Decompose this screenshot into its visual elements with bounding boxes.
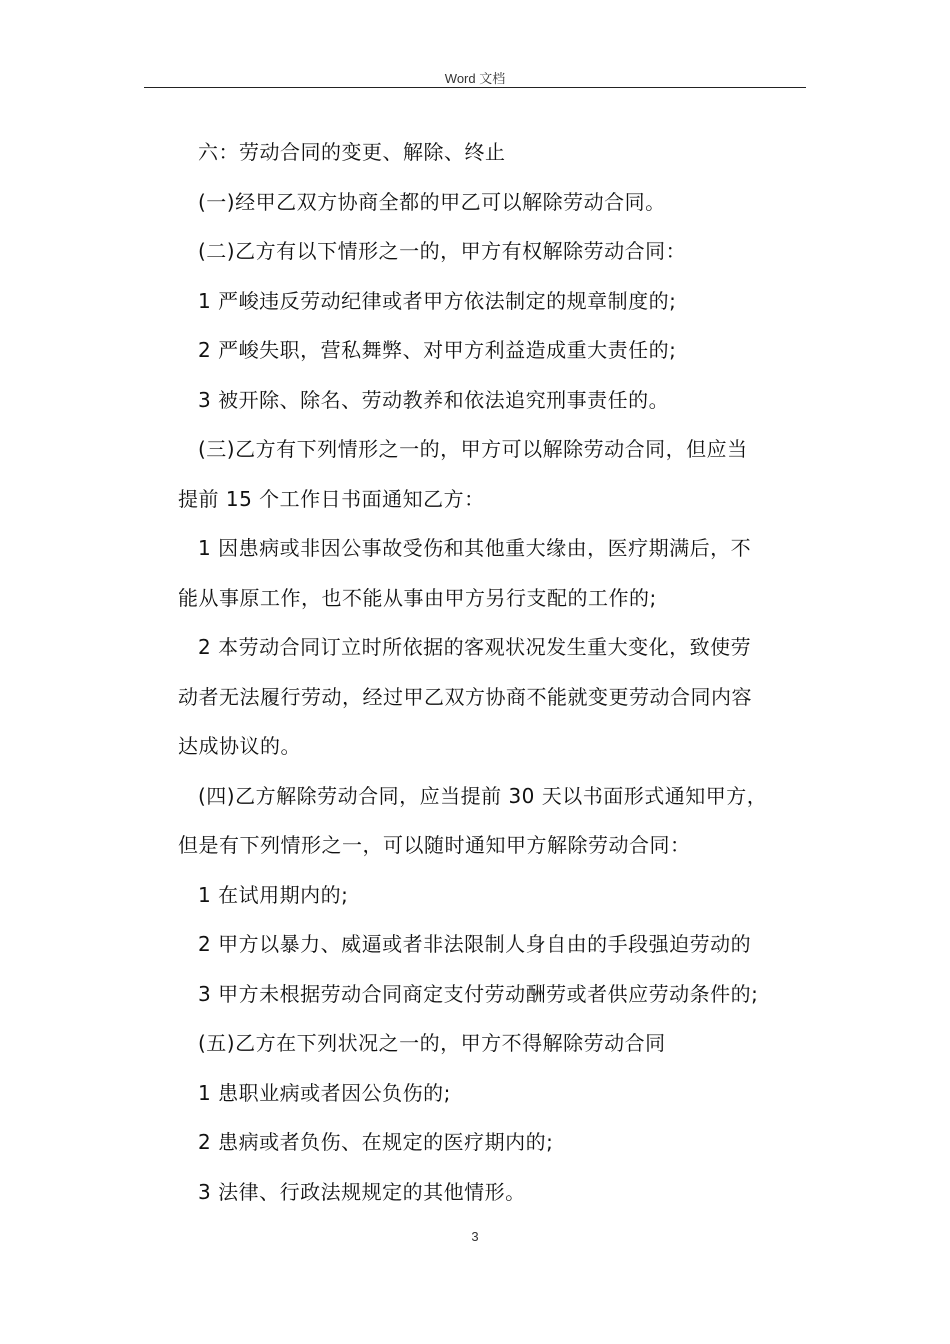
page-header-title: Word 文档: [444, 71, 506, 86]
paragraph-line: 提前 15 个工作日书面通知乙方：: [178, 486, 485, 511]
paragraph-line: (三)乙方有下列情形之一的，甲方可以解除劳动合同，但应当: [198, 437, 748, 461]
list-item: 1 在试用期内的;: [198, 882, 349, 907]
list-item-continuation: 能从事原工作，也不能从事由甲方另行支配的工作的;: [178, 585, 657, 610]
list-item: 1 患职业病或者因公负伤的;: [198, 1080, 451, 1105]
paragraph-line: (一)经甲乙双方协商全都的甲乙可以解除劳动合同。: [198, 189, 666, 214]
list-item: 3 法律、行政法规规定的其他情形。: [198, 1179, 526, 1204]
paragraph-line: (四)乙方解除劳动合同，应当提前 30 天以书面形式通知甲方，: [198, 783, 768, 808]
list-item: 2 患病或者负伤、在规定的医疗期内的;: [198, 1130, 554, 1154]
paragraph-line: (五)乙方在下列状况之一的，甲方不得解除劳动合同: [198, 1031, 666, 1055]
list-item: 1 因患病或非因公事故受伤和其他重大缘由，医疗期满后，不: [198, 536, 752, 560]
paragraph-line: 但是有下列情形之一，可以随时通知甲方解除劳动合同：: [178, 833, 691, 857]
list-item: 1 严峻违反劳动纪律或者甲方依法制定的规章制度的;: [198, 288, 677, 313]
list-item: 2 本劳动合同订立时所依据的客观状况发生重大变化，致使劳: [198, 635, 752, 659]
list-item: 3 甲方未根据劳动合同商定支付劳动酬劳或者供应劳动条件的;: [198, 981, 759, 1006]
header-divider: [144, 87, 806, 88]
list-item-continuation: 动者无法履行劳动，经过甲乙双方协商不能就变更劳动合同内容: [178, 684, 752, 709]
list-item: 3 被开除、除名、劳动教养和依法追究刑事责任的。: [198, 387, 670, 412]
document-body: [178, 128, 810, 1217]
list-item: 2 甲方以暴力、威逼或者非法限制人身自由的手段强迫劳动的: [198, 932, 752, 956]
list-item: 2 严峻失职，营私舞弊、对甲方利益造成重大责任的;: [198, 338, 677, 362]
section-heading: 六：劳动合同的变更、解除、终止: [198, 140, 506, 164]
list-item-continuation: 达成协议的。: [178, 734, 301, 758]
page-number: 3: [471, 1229, 479, 1244]
paragraph-line: (二)乙方有以下情形之一的，甲方有权解除劳动合同：: [198, 239, 687, 263]
